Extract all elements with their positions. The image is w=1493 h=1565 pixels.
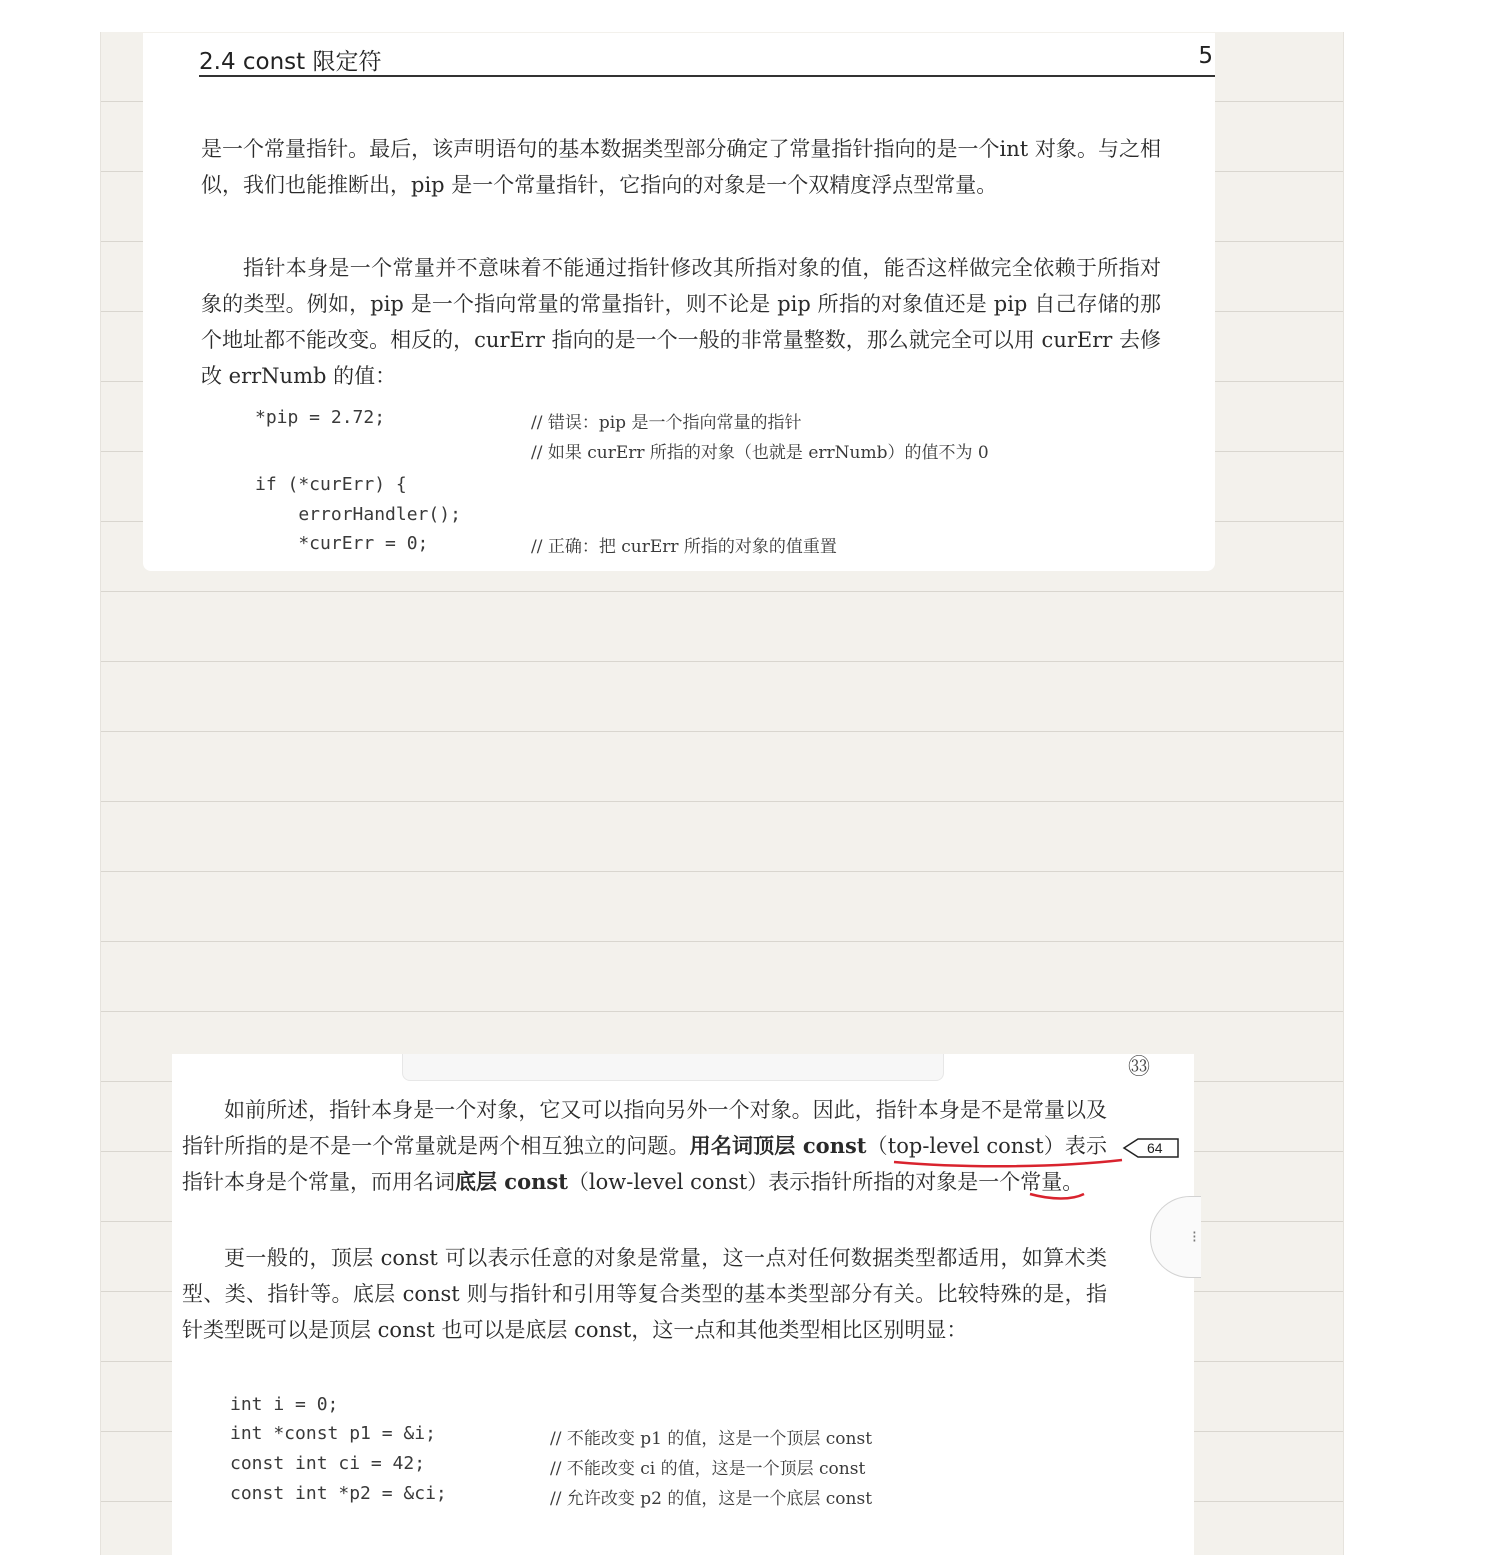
code-comment: // 允许改变 p2 的值，这是一个底层 const [550, 1489, 873, 1509]
paragraph-4: 更一般的，顶层 const 可以表示任意的对象是常量，这一点对任何数据类型都适用，如算术类型、类、指针等。底层 const 则与指针和引用等复合类型的基本类型部分有关。比较特殊的是，指针类型既可以是顶层 const 也可以是底层 const，这一点和其他类型相比区别明显： [182, 1246, 1107, 1342]
section-title: 2.4 const 限定符 [199, 49, 382, 75]
paragraph-3-text-a: 如前所述，指针本身是一个对象，它又可以指向另外一个对象。因此，指针本身是不是常量以及指针所指的是不是一个常量就是两个相互独立的问题。 [182, 1098, 1107, 1158]
side-tab-glyph: ⁝ [1191, 1227, 1197, 1246]
paragraph-3-text-c: （low-level const）表示指针所指的对象是一个常量。 [567, 1170, 1084, 1194]
paragraph-2: 指针本身是一个常量并不意味着不能通过指针修改其所指对象的值，能否这样做完全依赖于所指对象的类型。例如，pip 是一个指向常量的常量指针，则不论是 pip 所指的对象值还是 pip 自己存储的那个地址都不能改变。相反的，curErr 指向的是一个一般的非常量整数，那么就完全可以用 curErr 去修改 errNumb 的值： [201, 256, 1161, 388]
code-line: if (*curErr) { [255, 474, 407, 495]
code-line: const int *p2 = &ci; [230, 1483, 447, 1504]
paragraph-3 [182, 1092, 1107, 1200]
paragraph-3-text-b: （top-level const）表示指针本身是个常量，而用名词 [182, 1134, 1107, 1194]
page-reference-tag: 64 [1147, 1140, 1163, 1156]
low-level-const-term: 底层 const [455, 1169, 568, 1194]
code-comment: // 不能改变 ci 的值，这是一个顶层 const [550, 1459, 866, 1479]
page-clipping-top [143, 33, 1215, 571]
cropped-margin-glyph: ㉝ [1127, 1055, 1150, 1080]
code-line: *pip = 2.72; [255, 407, 386, 428]
code-comment: // 正确：把 curErr 所指的对象的值重置 [531, 537, 837, 557]
code-line: *curErr = 0; [255, 533, 429, 554]
code-comment: // 不能改变 p1 的值，这是一个顶层 const [550, 1429, 873, 1449]
page-clipping-bottom [172, 1054, 1194, 1565]
code-line: errorHandler(); [255, 504, 461, 525]
page-number: 5 [1198, 43, 1213, 69]
cropped-heading-bar [402, 1054, 944, 1081]
code-comment: // 错误：pip 是一个指向常量的指针 [531, 413, 802, 433]
code-line: int i = 0; [230, 1394, 339, 1415]
paragraph-1: 是一个常量指针。最后，该声明语句的基本数据类型部分确定了常量指针指向的是一个int 对象。与之相似，我们也能推断出，pip 是一个常量指针，它指向的对象是一个双精度浮点型常量。 [201, 137, 1161, 197]
header-rule [199, 75, 1215, 77]
code-line: const int ci = 42; [230, 1453, 426, 1474]
code-comment: // 如果 curErr 所指的对象（也就是 errNumb）的值不为 0 [531, 443, 989, 463]
top-level-const-term: 用名词顶层 const [689, 1133, 867, 1158]
code-line: int *const p1 = &i; [230, 1423, 436, 1444]
